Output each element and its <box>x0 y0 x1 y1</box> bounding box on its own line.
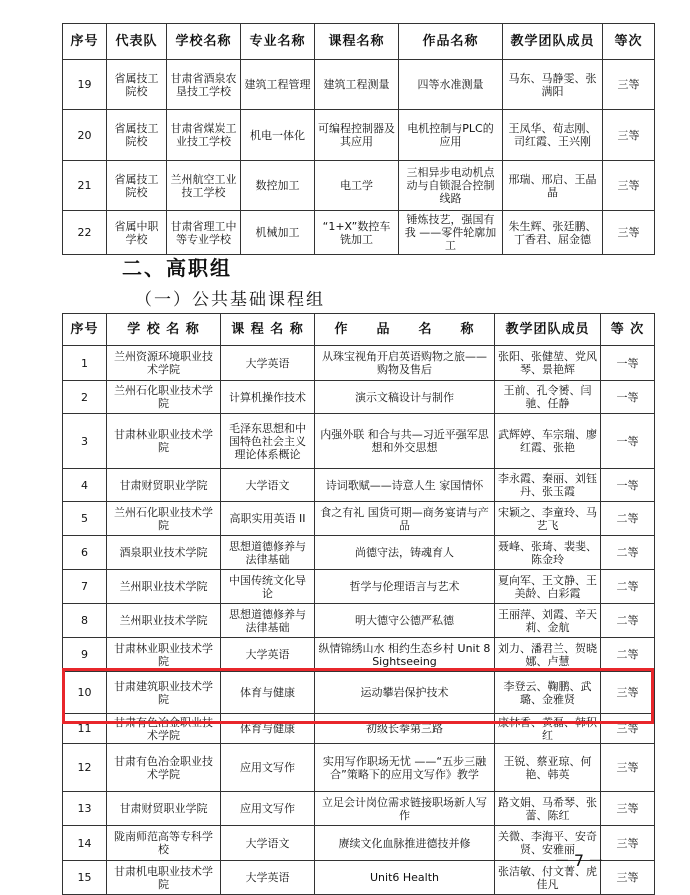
table-cell: 建筑工程测量 <box>315 60 399 110</box>
table-cell: 大学英语 <box>221 638 315 672</box>
table-cell: 邢瑞、邢启、王晶晶 <box>503 161 603 211</box>
table-cell: 陇南师范高等专科学校 <box>107 826 221 861</box>
table-cell: 朱生辉、张廷鹏、丁香君、屈金德 <box>503 211 603 255</box>
table-cell: 一等 <box>601 381 655 414</box>
table-cell: 兰州职业技术学院 <box>107 570 221 604</box>
table-cell: 内强外联 和合与共—习近平强军思想和外交思想 <box>315 414 495 469</box>
table-cell: 省属中职学校 <box>107 211 167 255</box>
table-cell: 大学语文 <box>221 469 315 502</box>
table-cell: 武辉婷、车宗瑞、廖红霞、张艳 <box>495 414 601 469</box>
table-cell: 电机控制与PLC的应用 <box>399 110 503 161</box>
header-cell: 序号 <box>63 24 107 60</box>
table-cell: 3 <box>63 414 107 469</box>
table-cell: 计算机操作技术 <box>221 381 315 414</box>
table-row <box>63 381 655 414</box>
table-cell: 11 <box>63 714 107 744</box>
table-cell: 10 <box>63 672 107 714</box>
table-cell: 食之有礼 国货可期—商务宴请与产品 <box>315 502 495 536</box>
table-cell: 李永霞、秦丽、刘钰丹、张玉霞 <box>495 469 601 502</box>
table-cell: 体育与健康 <box>221 714 315 744</box>
table-row <box>63 714 655 744</box>
table-cell: 立足会计岗位需求链接职场新人写作 <box>315 792 495 826</box>
table-row <box>63 638 655 672</box>
table-cell: 甘肃省煤炭工业技工学校 <box>167 110 241 161</box>
table-cell: 一等 <box>601 346 655 381</box>
header-cell: 学 校 名 称 <box>107 314 221 346</box>
table-row <box>63 570 655 604</box>
table-cell: 数控加工 <box>241 161 315 211</box>
table-row <box>63 110 655 161</box>
header-cell: 课 程 名 称 <box>221 314 315 346</box>
table-cell: “1+X”数控车铣加工 <box>315 211 399 255</box>
table-cell: 思想道德修养与法律基础 <box>221 536 315 570</box>
table-cell: 路文娟、马希琴、张蕾、陈红 <box>495 792 601 826</box>
table-cell: 7 <box>63 570 107 604</box>
table-cell: 5 <box>63 502 107 536</box>
table-cell: 兰州石化职业技术学院 <box>107 381 221 414</box>
table-cell: 酒泉职业技术学院 <box>107 536 221 570</box>
table-cell: 三等 <box>603 211 655 255</box>
table-cell: 甘肃林业职业技术学院 <box>107 638 221 672</box>
table-row <box>63 161 655 211</box>
table-row <box>63 60 655 110</box>
table-cell: 锤炼技艺，强国有我 ——零件轮廓加工 <box>399 211 503 255</box>
table-cell: 夏向军、王文静、王美龄、白彩霞 <box>495 570 601 604</box>
table-row <box>63 414 655 469</box>
table-cell: 赓续文化血脉推进德技并修 <box>315 826 495 861</box>
award-table-technical <box>62 23 655 255</box>
table-cell: 纵情锦绣山水 相约生态乡村 Unit 8 Sightseeing <box>315 638 495 672</box>
table-cell: 关微、李海平、安奇贤、安雅丽 <box>495 826 601 861</box>
table-cell: 毛泽东思想和中国特色社会主义理论体系概论 <box>221 414 315 469</box>
table-cell: 省属技工院校 <box>107 161 167 211</box>
table-cell: 6 <box>63 536 107 570</box>
table-cell: 宋颖之、李童玲、马艺飞 <box>495 502 601 536</box>
table-cell: 20 <box>63 110 107 161</box>
table-cell: 22 <box>63 211 107 255</box>
header-cell: 等次 <box>603 24 655 60</box>
table-cell: 甘肃机电职业技术学院 <box>107 861 221 895</box>
table-cell: 甘肃财贸职业学院 <box>107 469 221 502</box>
table-cell: 三等 <box>603 60 655 110</box>
table-cell: 15 <box>63 861 107 895</box>
table-cell: 应用文写作 <box>221 792 315 826</box>
table-cell: 王凤华、荀志刚、司红霞、王兴刚 <box>503 110 603 161</box>
table-cell: 12 <box>63 744 107 792</box>
table-row <box>63 211 655 255</box>
table-row <box>63 469 655 502</box>
table-row <box>63 792 655 826</box>
table-cell: 大学英语 <box>221 346 315 381</box>
header-cell: 教学团队成员 <box>495 314 601 346</box>
table-cell: 兰州职业技术学院 <box>107 604 221 638</box>
table-cell: 三等 <box>601 861 655 895</box>
header-cell: 作品名称 <box>399 24 503 60</box>
table-cell: 刘力、潘君兰、贺晓娜、卢慧 <box>495 638 601 672</box>
table-cell: 甘肃有色冶金职业技术学院 <box>107 744 221 792</box>
table-cell: 初级长拳第三路 <box>315 714 495 744</box>
table-cell: 哲学与伦理语言与艺术 <box>315 570 495 604</box>
table-cell: 大学英语 <box>221 861 315 895</box>
award-table-public-basic <box>62 313 655 895</box>
table-cell: 实用写作职场无忧 ——“五步三融合”策略下的应用文写作》教学 <box>315 744 495 792</box>
table-cell: 三等 <box>601 826 655 861</box>
table-cell: 建筑工程管理 <box>241 60 315 110</box>
table-cell: 运动攀岩保护技术 <box>315 672 495 714</box>
table-cell: 三等 <box>603 161 655 211</box>
table-cell: 甘肃省理工中等专业学校 <box>167 211 241 255</box>
table-cell: 明大德守公德严私德 <box>315 604 495 638</box>
table-header-row <box>63 24 655 60</box>
table-cell: 王锐、蔡亚琼、何艳、韩英 <box>495 744 601 792</box>
table-cell: 康林香、黄磊、韩积红 <box>495 714 601 744</box>
table-cell: 兰州资源环境职业技术学院 <box>107 346 221 381</box>
table-row <box>63 672 655 714</box>
table-cell: 应用文写作 <box>221 744 315 792</box>
table-cell: 二等 <box>601 536 655 570</box>
header-cell: 代表队 <box>107 24 167 60</box>
table-cell: 大学语文 <box>221 826 315 861</box>
table-cell: 一等 <box>601 414 655 469</box>
table-cell: 思想道德修养与法律基础 <box>221 604 315 638</box>
table-cell: 甘肃建筑职业技术学院 <box>107 672 221 714</box>
table-cell: 兰州石化职业技术学院 <box>107 502 221 536</box>
table-cell: 1 <box>63 346 107 381</box>
table-cell: 三等 <box>601 792 655 826</box>
table-cell: 聂峰、张琦、裴斐、陈金玲 <box>495 536 601 570</box>
table-cell: 机电一体化 <box>241 110 315 161</box>
table-cell: 兰州航空工业技工学校 <box>167 161 241 211</box>
table-cell: 可编程控制器及其应用 <box>315 110 399 161</box>
section-title: 二、高职组 <box>122 256 232 280</box>
table-cell: 电工学 <box>315 161 399 211</box>
table-cell: 演示文稿设计与制作 <box>315 381 495 414</box>
table-cell: 甘肃林业职业技术学院 <box>107 414 221 469</box>
table-cell: 王前、孔令赟、闫驰、任静 <box>495 381 601 414</box>
table-row <box>63 502 655 536</box>
table-cell: 三等 <box>601 744 655 792</box>
header-cell: 序号 <box>63 314 107 346</box>
table-cell: 省属技工院校 <box>107 60 167 110</box>
table-cell: Unit6 Health <box>315 861 495 895</box>
table-row <box>63 604 655 638</box>
table-cell: 四等水准测量 <box>399 60 503 110</box>
header-cell: 学校名称 <box>167 24 241 60</box>
table-cell: 二等 <box>601 604 655 638</box>
subsection-title: （一）公共基础课程组 <box>135 290 325 310</box>
table-cell: 二等 <box>601 570 655 604</box>
header-cell: 教学团队成员 <box>503 24 603 60</box>
table-cell: 机械加工 <box>241 211 315 255</box>
table-cell: 尚德守法，铸魂育人 <box>315 536 495 570</box>
table-cell: 13 <box>63 792 107 826</box>
table-cell: 诗词歌赋——诗意人生 家国情怀 <box>315 469 495 502</box>
header-cell: 专业名称 <box>241 24 315 60</box>
table-cell: 从珠宝视角开启英语购物之旅——购物及售后 <box>315 346 495 381</box>
table-cell: 甘肃省酒泉农垦技工学校 <box>167 60 241 110</box>
table-cell: 二等 <box>601 502 655 536</box>
table-cell: 8 <box>63 604 107 638</box>
table-cell: 21 <box>63 161 107 211</box>
page-number: －7－ <box>553 851 608 870</box>
table-cell: 三等 <box>601 672 655 714</box>
header-cell: 课程名称 <box>315 24 399 60</box>
table-cell: 二等 <box>601 638 655 672</box>
table-cell: 三等 <box>601 714 655 744</box>
header-cell: 作 品 名 称 <box>315 314 495 346</box>
table-cell: 高职实用英语 II <box>221 502 315 536</box>
table-cell: 张洁敏、付文菁、虎佳凡 <box>495 861 601 895</box>
table-cell: 一等 <box>601 469 655 502</box>
table-cell: 2 <box>63 381 107 414</box>
table-cell: 14 <box>63 826 107 861</box>
table-row <box>63 536 655 570</box>
table-cell: 4 <box>63 469 107 502</box>
table-row <box>63 346 655 381</box>
table-cell: 王丽萍、刘霞、辛天莉、金航 <box>495 604 601 638</box>
table-cell: 三相异步电动机点动与自锁混合控制线路 <box>399 161 503 211</box>
table-row <box>63 744 655 792</box>
table-cell: 马东、马静雯、张满阳 <box>503 60 603 110</box>
table-cell: 三等 <box>603 110 655 161</box>
table-cell: 省属技工院校 <box>107 110 167 161</box>
table-cell: 中国传统文化导论 <box>221 570 315 604</box>
header-cell: 等 次 <box>601 314 655 346</box>
table-cell: 19 <box>63 60 107 110</box>
table-cell: 甘肃财贸职业学院 <box>107 792 221 826</box>
table-cell: 李登云、鞠鹏、武璐、金雅贤 <box>495 672 601 714</box>
table-cell: 体育与健康 <box>221 672 315 714</box>
table-header-row <box>63 314 655 346</box>
table-cell: 9 <box>63 638 107 672</box>
table-cell: 甘肃有色冶金职业技术学院 <box>107 714 221 744</box>
table-cell: 张阳、张健堃、党风琴、景艳辉 <box>495 346 601 381</box>
